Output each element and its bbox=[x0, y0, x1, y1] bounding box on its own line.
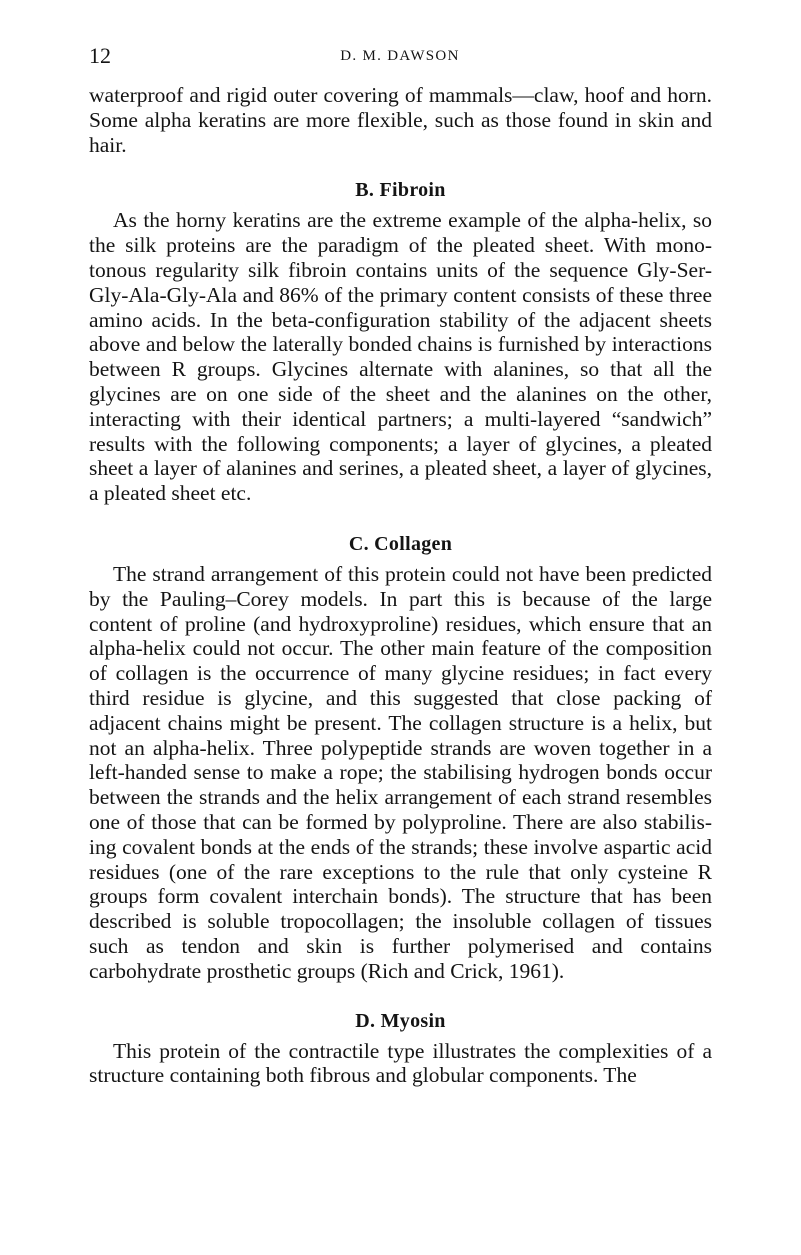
running-title: D. M. DAWSON bbox=[340, 48, 460, 64]
section-paragraph-fibroin: As the horny keratins are the extreme example of the alpha-helix, so the silk proteins are the paradigm of the pleated sheet. With mono-tonous regularity silk fibroin contains units of the sequence Gly-Ser-Gly-Ala-Gly-Ala and 86% of the primary content consists of these three amino acids. In the beta-configuration stability of the adjacent sheets above and below the laterally bonded chains is furnished by interactions between R groups. Glycines alternate with alanines, so that all the glycines are on one side of the sheet and the alanines on the other, interacting with their identical partners; a multi-layered “sandwich” results with the following components; a layer of glycines, a pleated sheet a layer of alanines and serines, a pleated sheet, a layer of glycines, a pleated sheet etc. bbox=[89, 208, 712, 506]
running-head bbox=[89, 42, 711, 70]
section-heading-fibroin: B. Fibroin bbox=[355, 179, 446, 202]
section-heading-myosin: D. Myosin bbox=[355, 1009, 446, 1032]
section-heading-collagen: C. Collagen bbox=[348, 532, 453, 555]
page-body bbox=[89, 83, 712, 1088]
section-paragraph-myosin: This protein of the contractile type illustrates the complexities of a structure containing both fibrous and globular components. The bbox=[89, 1038, 712, 1088]
page-number: 12 bbox=[89, 43, 111, 68]
section-paragraph-collagen: The strand arrangement of this protein could not have been predicted by the Pauling–Corey models. In part this is because of the large content of proline (and hydroxyproline) residues, which ensure that an alpha-helix could not occur. The other main feature of the composition of collagen is the occurrence of many glycine residues; in fact every third residue is glycine, and this suggested that close packing of adjacent chains might be present. The collagen structure is a helix, but not an alpha-helix. Three polypeptide strands are woven together in a left-handed sense to make a rope; the stabilising hydrogen bonds occur between the strands and the helix arrangement of each strand resembles one of those that can be formed by polyproline. There are also stabilis-ing covalent bonds at the ends of the strands; these involve aspartic acid residues (one of the rare exceptions to the rule that only cysteine R groups form covalent interchain bonds). The structure that has been described is soluble tropocollagen; the insoluble collagen of tissues such as tendon and skin is further polymerised and contains carbohydrate prosthetic groups (Rich and Crick, 1961). bbox=[89, 561, 712, 983]
continuation-paragraph: waterproof and rigid outer covering of mammals—claw, hoof and horn. Some alpha keratins are more flexible, such as those found in skin and hair. bbox=[89, 83, 712, 157]
